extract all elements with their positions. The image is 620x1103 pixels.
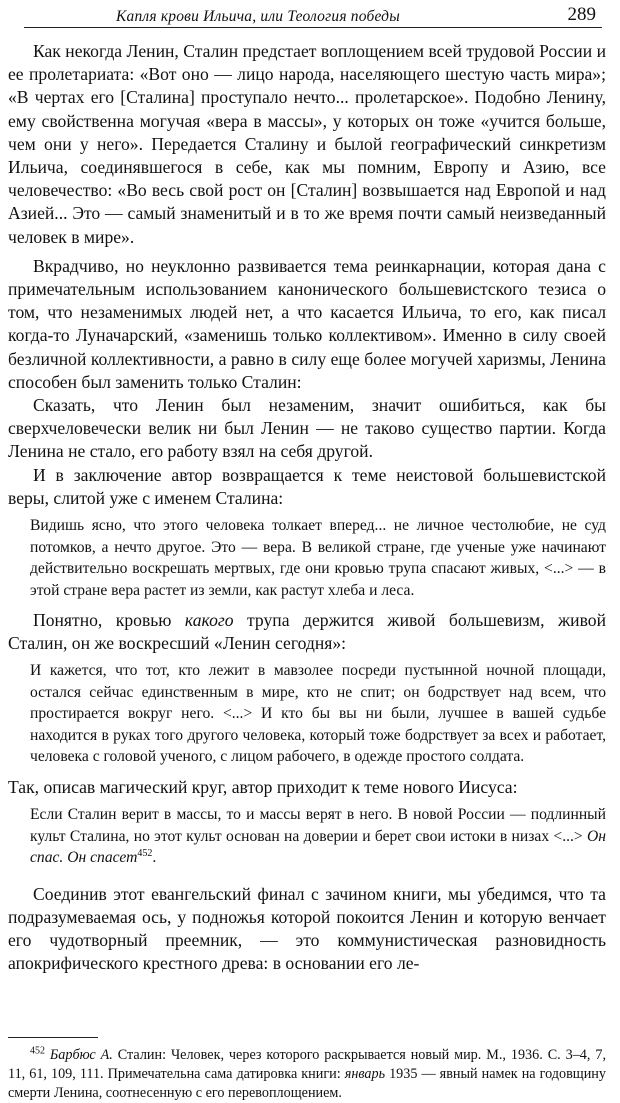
block-quote-3 xyxy=(8,804,606,869)
footnote-text-1: Сталин: Человек, через которого раскрывается новый мир. М., 1936. С. 3–4, 7, 11, 61, 109, 111. Примечательна сама датировка книги: xyxy=(8,1047,606,1082)
paragraph-4: И в заключение автор возвращается к теме неистовой большевистской веры, слитой уже с именем Сталина: xyxy=(8,464,606,508)
block-quote-1: Видишь ясно, что этого человека толкает вперед... не личное честолюбие, не суд потомков, а нечто другое. Это — вера. В великой стране, где ученые уже начинают действительно воскрешать мертвых, где они кровью трупа спасают живых, <...> — в этой стране вера растет из земли, как растут хлеба и леса. xyxy=(30,517,606,599)
paragraph-5-before: Понятно, кровью xyxy=(33,610,185,631)
footnote-date: январь xyxy=(344,1066,386,1082)
paragraph-1: Как некогда Ленин, Сталин предстает воплощением всей трудовой России и ее пролетариата: «Вот оно — лицо народа, населяющего шестую часть мира»; «В чертах его [Сталина] проступало нечто... пролетарское». Подобно Ленину, ему свойственна могучая «вера в массы», у которых он тоже «учится больше, чем они у него». Передается Сталину и былой географический синкретизм Ильича, соединявшегося в себе, как мы помним, Европу и Азию, все человечество: «Во весь свой рост он [Сталин] возвышается над Европой и над Азией... Это — самый знаменитый и в то же время почти самый неизведанный человек в мире». xyxy=(8,41,606,247)
block-quote-3-end: . xyxy=(152,849,157,867)
footnote-number: 452 xyxy=(30,1045,45,1057)
footnote-author: Барбюс А. xyxy=(49,1047,113,1063)
block-quote-3-italic: Он спас. Он спасет xyxy=(30,827,606,867)
paragraph-3: Сказать, что Ленин был незаменим, значит ошибиться, как бы сверхчеловечески велик ни был Ленин — не таково существо партии. Когда Ленина не стало, его работу взял на себя другой. xyxy=(8,395,606,462)
paragraph-7: Соединив этот евангельский финал с зачином книги, мы убедимся, что та подразумеваемая ось, у подножья которой покоится Ленин и которую венчает его чудотворный преемник, — это коммунистическая разновидность апокрифического крестного древа: в основании его ле- xyxy=(8,883,606,974)
footnote-452 xyxy=(8,1046,606,1103)
paragraph-2: Вкрадчиво, но неуклонно развивается тема реинкарнации, которая дана с примечательным использованием канонического большевистского тезиса о том, что незаменимых людей нет, а что касается Ильича, то его, как писал когда-то Луначарский, «заменишь только коллективом». Именно в силу своей безличной коллективности, а равно в силу еще более могучей харизмы, Ленина способен был заменить только Сталин: xyxy=(8,255,606,392)
footnote-rule xyxy=(8,1037,98,1038)
page-number: 289 xyxy=(567,4,596,25)
paragraph-5-italic: какого xyxy=(184,610,234,631)
footnote-text-2: 1935 — явный намек на годовщину смерти Ленина, соотнесенную с его перевоплощением. xyxy=(8,1066,606,1101)
footnote-ref-452: 452 xyxy=(137,847,153,859)
paragraph-5 xyxy=(8,609,606,655)
paragraph-5-after: трупа держится живой большевизм, живой Сталин, он же воскресший «Ленин сегодня»: xyxy=(8,610,606,654)
block-quote-3-main: Если Сталин верит в массы, то и массы верят в него. В новой России — подлинный культ Сталина, но этот культ основан на доверии и берет свои истоки в низах <...> xyxy=(30,806,606,845)
page-body xyxy=(8,40,606,975)
running-head xyxy=(24,2,602,28)
paragraph-6: Так, описав магический круг, автор приходит к теме нового Иисуса: xyxy=(8,776,518,797)
running-title: Капля крови Ильича, или Теология победы xyxy=(116,8,400,25)
block-quote-2: И кажется, что тот, кто лежит в мавзолее посреди пустынной ночной площади, остался сейчас единственным в мире, кто не спит; он бодрствует над всем, что простирается вокруг него. <...> И кто бы вы ни были, лучшее в вашей судьбе находится в руках того другого человека, который тоже бодрствует за всех и работает, человека с головой ученого, с лицом рабочего, в одежде простого солдата. xyxy=(30,662,606,766)
